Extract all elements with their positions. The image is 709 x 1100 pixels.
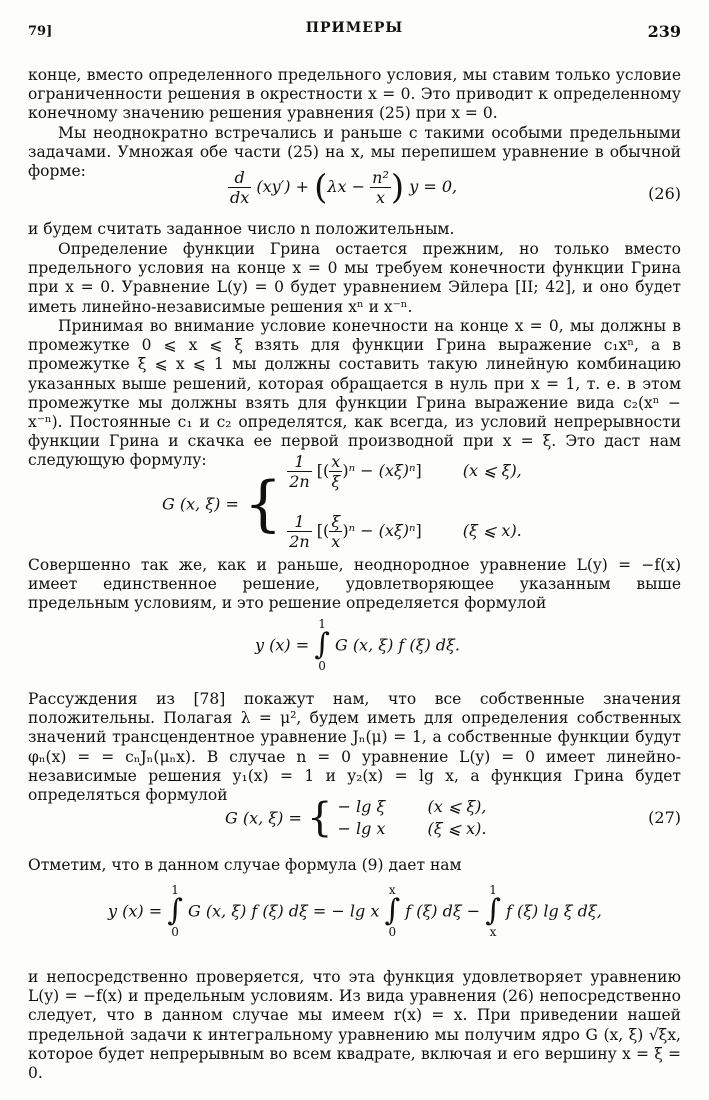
running-title: ПРИМЕРЫ [305,20,404,36]
section-number: 79] [28,24,53,39]
equation-27: G (x, ξ) = { − lg ξ (x ⩽ ξ), − lg x (ξ ⩽ x). [225,795,487,841]
equation-number-26: (26) [648,184,681,203]
equation-formula-9: y (x) = 1 ∫ 0 G (x, ξ) f (ξ) dξ = − lg x x ∫ 0 f (ξ) dξ − 1 ∫ x f (ξ) lg ξ dξ, [108,883,602,939]
paragraph-7: Рассуждения из [78] покажут нам, что все собственные значения положительны. Полагая λ = μ², будем иметь для определения собственных значений трансцендентное уравнение Jₙ(μ) = 1, а собственные функции будут φₙ(x) = = cₙJₙ(μₙx). В случае n = 0 уравнение L(y) = 0 имеет линейно-независимые решения y₁(x) = 1 и y₂(x) = lg x, а функция Грина будет определяться формулой [28,690,681,805]
page-number: 239 [647,22,681,41]
paragraph-2: Мы неоднократно встречались и раньше с такими особыми предельными задачами. Умножая обе части (25) на x, мы перепишем уравнение в обычной форме: [28,124,681,181]
paragraph-3: и будем считать заданное число n положительным. [28,220,455,238]
equation-solution: y (x) = 1 ∫ 0 G (x, ξ) f (ξ) dξ. [255,617,460,673]
green-case-2: $\frac{1}{2n}$ [( $\frac{\xi}{x}$ )ⁿ − (xξ)ⁿ] (ξ ⩽ x). [289,512,522,551]
paragraph-6: Совершенно так же, как и раньше, неоднородное уравнение L(y) = −f(x) имеет единственное решение, удовлетворяющее указанным выше предельным условиям, и это решение определяется формулой [28,556,681,613]
paragraph-1: конце, вместо определенного предельного условия, мы ставим только условие ограниченности решения в окрестности x = 0. Это приводит к определенному конечному значению решения уравнения (25) при x = 0. [28,66,681,123]
equation-number-27: (27) [648,808,681,827]
paragraph-5: Принимая во внимание условие конечности на конце x = 0, мы должны в промежутке 0 ⩽ x ⩽ ξ взять для функции Грина выражение c₁xⁿ, а в промежутке ξ ⩽ x ⩽ 1 мы должны составить такую линейную комбинацию указанных выше решений, которая обращается в нуль при x = 1, т. е. в этом промежутке мы должны взять для функции Грина выражение вида c₂(xⁿ − x⁻ⁿ). Постоянные c₁ и c₂ определятся, как всегда, из условий непрерывности функции Грина и скачка ее первой производной при x = ξ. Это даст нам следующую формулу: [28,317,681,470]
equation-26: $\frac{d}{dx}$ (xy′) + (λx − $\frac{\text{n²}}{x}$ ) y = 0, [230,167,458,208]
paragraph-8: Отметим, что в данном случае формула (9) дает нам [28,856,462,874]
paragraph-4: Определение функции Грина остается прежним, но только вместо предельного условия на конце x = 0 мы требуем конечности функции Грина при x = 0. Уравнение L(y) = 0 будет уравнением Эйлера [II; 42], и оно будет иметь линейно-независимые решения xⁿ и x⁻ⁿ. [28,240,681,316]
green-function-formula: G (x, ξ) = { $\frac{1}{2n}$ [( $\frac{x}{\xi}$ )ⁿ − (xξ)ⁿ] (x ⩽ ξ), $\frac{1}{2n}$ [( $\frac{\xi}{x}$ )ⁿ − (xξ)ⁿ] (ξ ⩽ x). [162,452,522,556]
paragraph-9: и непосредственно проверяется, что эта функция удовлетворяет уравнению L(y) = −f(x) и предельным условиям. Из вида уравнения (26) непосредственно следует, что в данном случае мы имеем r(x) = x. При приведении нашей предельной задачи к интегральному уравнению мы получим ядро G (x, ξ) √ξx, которое будет непрерывным во всем квадрате, включая и его вершину x = ξ = 0. [28,968,681,1083]
green-case-1: $\frac{1}{2n}$ [( $\frac{x}{\xi}$ )ⁿ − (xξ)ⁿ] (x ⩽ ξ), [289,452,522,491]
